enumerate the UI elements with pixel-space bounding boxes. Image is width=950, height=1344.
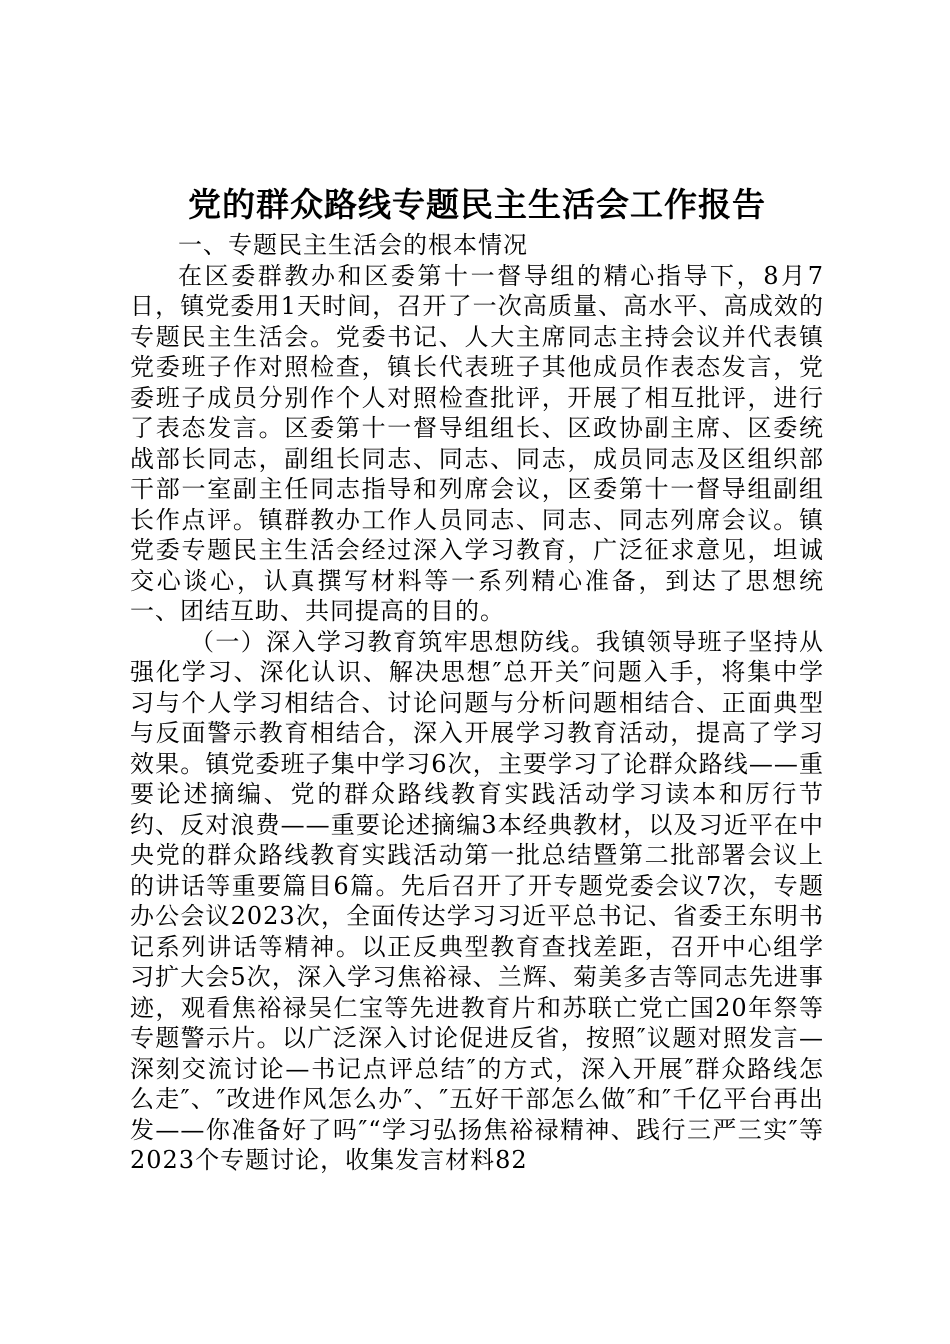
document-title: 党的群众路线专题民主生活会工作报告 bbox=[188, 185, 766, 224]
paragraph-study-education: （一）深入学习教育筑牢思想防线。我镇领导班子坚持从强化学习、深化认识、解决思想″总开关″问题入手，将集中学习与个人学习相结合、讨论问题与分析问题相结合、正面典型与反面警示教育相结合，深入开展学习教育活动，提高了学习效果。镇党委班子集中学习6次，主要学习了论群众路线——重要论述摘编、党的群众路线教育实践活动学习读本和厉行节约、反对浪费——重要论述摘编3本经典教材，以及习近平在中央党的群众路线教育实践活动第一批总结暨第二批部署会议上的讲话等重要篇目6篇。先后召开了开专题党委会议7次，专题办公会议2023次，全面传达学习习近平总书记、省委王东明书记系列讲话等精神。以正反典型教育查找差距，召开中心组学习扩大会5次，深入学习焦裕禄、兰辉、菊美多吉等同志先进事迹，观看焦裕禄吴仁宝等先进教育片和苏联亡党亡国20年祭等专题警示片。以广泛深入讨论促进反省，按照″议题对照发言—深刻交流讨论—书记点评总结″的方式，深入开展″群众路线怎么走″、″改进作风怎么办″、″五好干部怎么做″和″千亿平台再出发——你准备好了吗″“学习弘扬焦裕禄精神、践行三严三实″等2023个专题讨论，收集发言材料82 bbox=[130, 627, 824, 1174]
document-body bbox=[130, 230, 824, 1176]
paragraph-basic-situation: 在区委群教办和区委第十一督导组的精心指导下，8月7日，镇党委用1天时间，召开了一次高质量、高水平、高成效的专题民主生活会。党委书记、人大主席同志主持会议并代表镇党委班子作对照检查，镇长代表班子其他成员作表态发言，党委班子成员分别作个人对照检查批评，开展了相互批评，进行了表态发言。区委第十一督导组组长、区政协副主席、区委统战部长同志，副组长同志、同志、同志，成员同志及区组织部干部一室副主任同志指导和列席会议，区委第十一督导组副组长作点评。镇群教办工作人员同志、同志、同志列席会议。镇党委专题民主生活会经过深入学习教育，广泛征求意见，坦诚交心谈心，认真撰写材料等一系列精心准备，到达了思想统一、团结互助、共同提高的目的。 bbox=[130, 261, 824, 625]
section-heading: 一、专题民主生活会的根本情况 bbox=[178, 231, 528, 259]
